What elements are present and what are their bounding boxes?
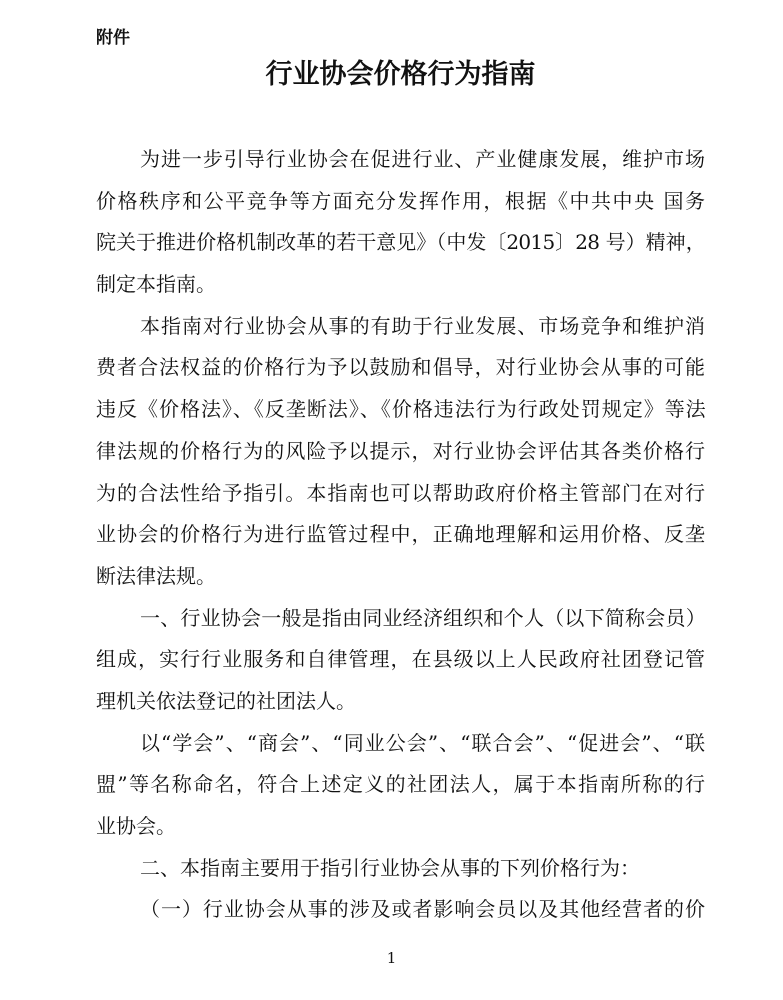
- text-line: 断法律法规。: [96, 563, 216, 588]
- text-line: 一、行业协会一般是指由同业经济组织和个人（以下简称会员）: [140, 605, 705, 630]
- paragraph-intro: [96, 139, 705, 306]
- text-line: 为进一步引导行业协会在促进行业、产业健康发展，维护市场: [140, 147, 705, 171]
- text-line: 盟”等名称命名，符合上述定义的社团法人，属于本指南所称的行: [96, 772, 705, 797]
- text-line: 业协会。: [96, 814, 176, 838]
- text-line: 价格秩序和公平竞争等方面充分发挥作用，根据《中共中央 国务: [96, 188, 705, 213]
- page-number: 1: [386, 949, 397, 967]
- paragraph-section-1-note: [96, 723, 705, 848]
- text-line: 院关于推进价格机制改革的若干意见》（中发〔2015〕28 号）精神，: [96, 230, 705, 255]
- paragraph-section-2: [96, 848, 705, 890]
- text-line: 律法规的价格行为的风险予以提示，对行业协会评估其各类价格行: [96, 438, 705, 463]
- text-line: 二、本指南主要用于指引行业协会从事的下列价格行为：: [140, 855, 640, 880]
- text-line: 本指南对行业协会从事的有助于行业发展、市场竞争和维护消: [140, 313, 705, 338]
- text-line: 理机关依法登记的社团法人。: [96, 688, 356, 713]
- text-line: 费者合法权益的价格行为予以鼓励和倡导，对行业协会从事的可能: [96, 355, 705, 380]
- text-line: 制定本指南。: [96, 272, 216, 297]
- paragraph-section-1: [96, 598, 705, 723]
- text-line: 组成，实行行业服务和自律管理，在县级以上人民政府社团登记管: [96, 647, 705, 672]
- document-title: 行业协会价格行为指南: [265, 59, 536, 90]
- text-line: 以“学会”、“商会”、“同业公会”、“联合会”、“促进会”、“联: [140, 730, 705, 755]
- text-line: （一）行业协会从事的涉及或者影响会员以及其他经营者的价: [140, 897, 705, 922]
- paragraph-section-2-item-1: [96, 889, 705, 931]
- text-line: 违反《价格法》、《反垄断法》、《价格违法行为行政处罚规定》等法: [96, 397, 705, 422]
- paragraph-scope: [96, 306, 705, 598]
- text-line: 为的合法性给予指引。本指南也可以帮助政府价格主管部门在对行: [96, 480, 705, 505]
- attachment-label: 附件: [96, 28, 130, 48]
- document-body: [96, 139, 705, 931]
- text-line: 业协会的价格行为进行监管过程中，正确地理解和运用价格、反垄: [96, 522, 705, 547]
